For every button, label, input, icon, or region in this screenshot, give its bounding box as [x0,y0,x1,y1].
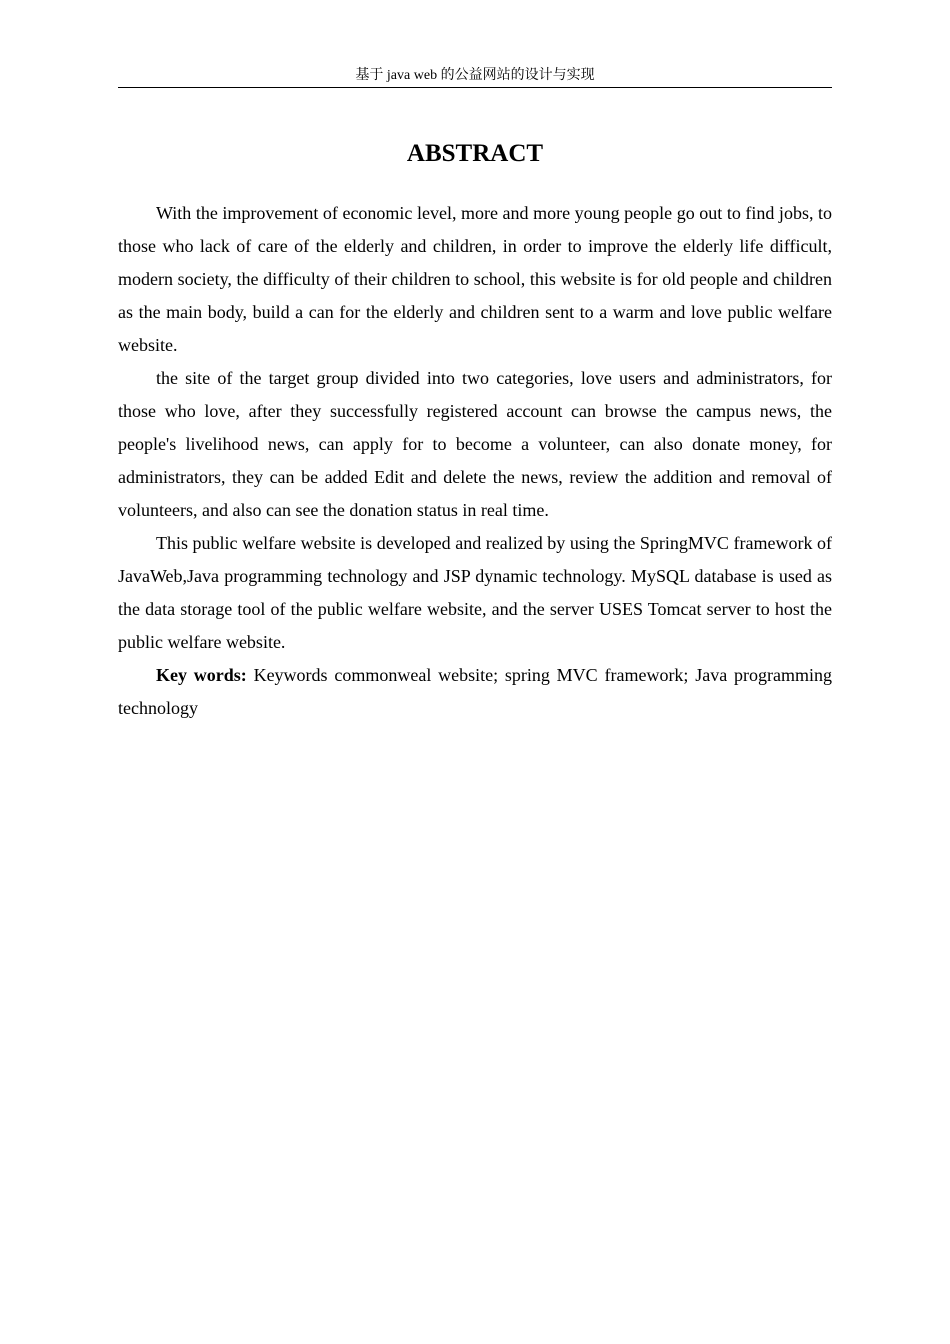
running-header: 基于 java web 的公益网站的设计与实现 [355,68,595,83]
keywords-label: Key words: [156,665,247,685]
abstract-body [118,197,832,725]
abstract-paragraph-2: the site of the target group divided into two categories, love users and administrators, for those who love, after they successfully registered account can browse the campus news, the people's livelihood news, can apply for to become a volunteer, can also donate money, for administrators, they can be added Edit and delete the news, review the addition and removal of volunteers, and also can see the donation status in real time. [118,368,832,520]
keywords-paragraph [118,659,832,725]
header-rule [118,87,832,88]
keywords-text: Keywords commonweal website; spring MVC framework; Java programming technology [118,665,832,718]
abstract-paragraph-3: This public welfare website is developed and realized by using the SpringMVC framework of JavaWeb,Java programming technology and JSP dynamic technology. MySQL database is used as the data storage tool of the public welfare website, and the server USES Tomcat server to host the public welfare website. [118,533,832,652]
abstract-title: ABSTRACT [406,140,544,167]
abstract-paragraph-1: With the improvement of economic level, more and more young people go out to find jobs, to those who lack of care of the elderly and children, in order to improve the elderly life difficult, modern society, the difficulty of their children to school, this website is for old people and children as the main body, build a can for the elderly and children sent to a warm and love public welfare website. [118,203,832,355]
